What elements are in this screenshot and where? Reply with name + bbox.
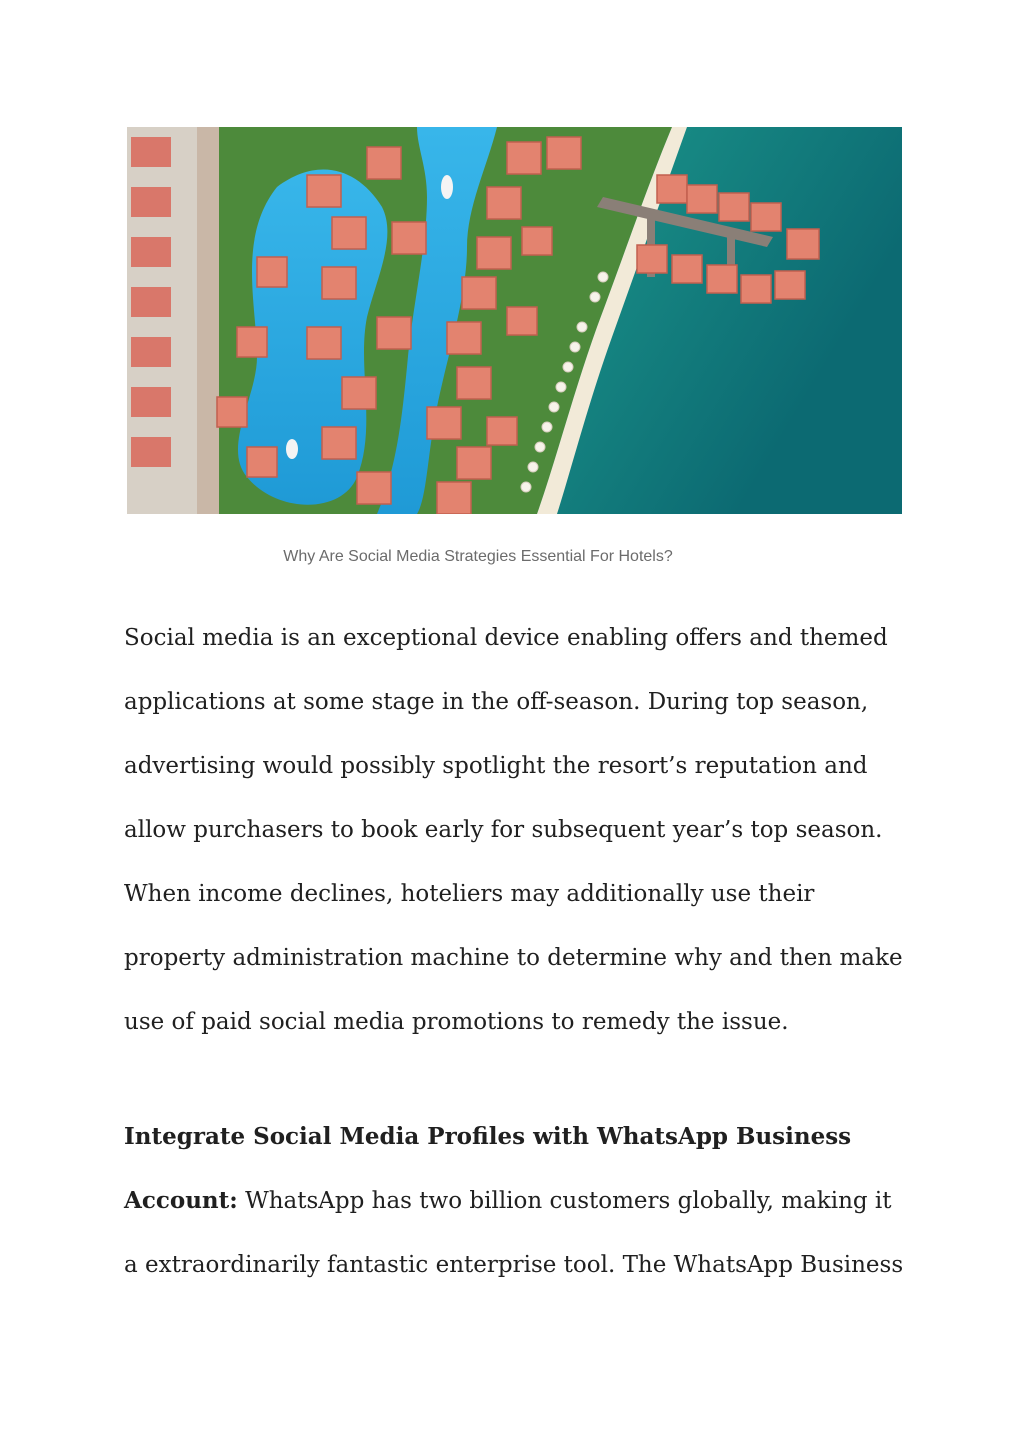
paragraph-whatsapp-integration [124,1105,904,1297]
hotel-resort-image [127,127,902,514]
paragraph-social-media-offseason: Social media is an exceptional device enabling offers and themed applications at some stage in the off-season. During top season, advertising would possibly spotlight the resort’s reputation and allow purchasers to book early for subsequent year’s top season. When income declines, hoteliers may additionally use their property administration machine to determine why and then make use of paid social media promotions to remedy the issue. [124,625,903,1035]
paragraph-heading: Integrate Social Media Profiles with WhatsApp Business Account: [124,1123,852,1214]
aerial-resort-illustration [127,127,902,514]
paragraph-body: WhatsApp has two billion customers globally, making it a extraordinarily fantastic enterprise tool. The WhatsApp Business [124,1188,904,1278]
image-caption: Why Are Social Media Strategies Essential For Hotels? [283,548,673,565]
